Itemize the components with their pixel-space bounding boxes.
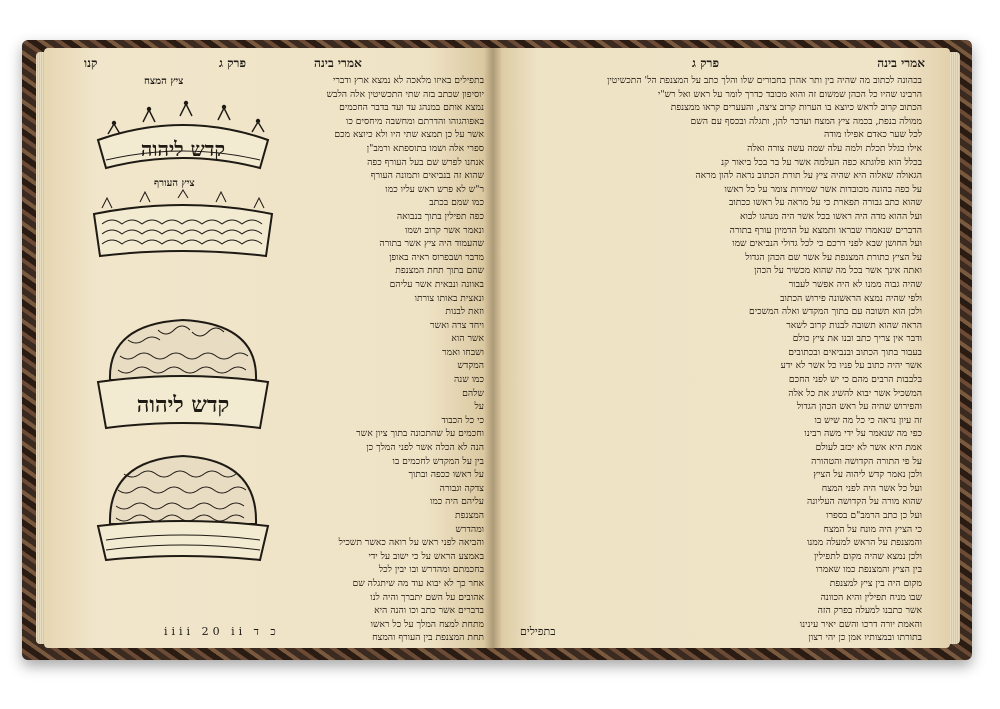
text-line: וזאת לבנות xyxy=(445,306,484,318)
text-line: לכל שער כאדם אפילו מודה xyxy=(823,129,922,141)
text-line: בחכמתם ומהדרש ובו יבין לכל xyxy=(378,564,484,576)
text-line: בדברים אשר כתב וכו והנה היא xyxy=(374,605,484,617)
text-line: ונאצית באותו צורתו xyxy=(414,292,484,304)
text-line: אמת היא אשר לא יכזב לעולם xyxy=(815,442,922,454)
left-header-folio: קנו xyxy=(84,56,98,70)
text-line: אשר יהיה כתוב על פניו כל אשר לא ידע xyxy=(780,360,922,372)
text-line: שהיה גבוה ממנו לא היה אפשר לעבור xyxy=(788,278,922,290)
text-line: אנחנו לפרש שם בעל העורף כפה xyxy=(367,156,484,168)
text-line: וחכמים על שהתכונה בתוך ציון אשר xyxy=(356,428,484,440)
text-line: על כפה בהונה מכובדות אשר שמירות צומר על כל ראשו xyxy=(724,183,922,195)
caption-forehead-plate: ציץ המצח xyxy=(144,76,184,87)
text-line: הכתוב קרוב לראש כיוצא בו הערות קרוב ציצה, והעערים קראו ממצנפת xyxy=(670,102,922,114)
text-line: שהוא כתב גבורה תפארת כי על מראה על ראשו ככתוב xyxy=(728,197,922,209)
text-line: שלהם xyxy=(462,387,484,399)
right-header-title: אמרי בינה xyxy=(877,56,925,70)
text-line: שבו מניח תפילין והיא הכוונה xyxy=(820,591,922,603)
text-line: נמצא אותם במנהג עד ועד בדבר החכמים xyxy=(339,102,484,114)
text-line: המשכיל אשר יבוא להשיג את כל אלה xyxy=(788,387,922,399)
text-line: אחר כך לא יבוא עוד מה שיתגלה שם xyxy=(352,577,484,589)
crown-1-inscription: קדש ליהוה xyxy=(140,137,226,161)
text-line: אהובים על השם יתברך והיה לנו xyxy=(370,591,484,603)
text-line: צדקה וגבורה xyxy=(439,482,484,494)
text-line: ולכן נמצא שהיה מקום לתפילין xyxy=(813,550,922,562)
text-line: המצנפת xyxy=(455,510,484,521)
text-line: בעבור בתוך הכתוב ובנביאים ובכתובים xyxy=(788,346,922,358)
text-line: בתפילים באיזו מלאכה לא נמצא ארץ ודברי xyxy=(332,75,484,86)
text-line: מקום היה בין ציץ למצנפת xyxy=(829,577,922,589)
text-line: בתורתו ובמצותיו אמן כן יהי רצון xyxy=(808,632,922,644)
text-line: על ראשו ככפה ובתוך xyxy=(408,469,484,481)
text-line: המקדש xyxy=(457,360,484,372)
text-line: כמו שמם בכתב xyxy=(429,197,484,209)
text-line: ודבר אין צריך כתב ובנו את ציץ כולם xyxy=(792,333,922,345)
text-line: ולכן הוא תשובה עם בתוך המקדש ואלה המשכים xyxy=(749,306,922,318)
text-line: ממולה בנפת, בכמה ציץ המצח ועדבר להן, ותגלה ובכסף עם השם xyxy=(690,115,922,127)
text-line: הראה שהוא תשובה לבנות קרוב לשאר xyxy=(786,319,922,331)
right-page-catchword: בתפילים xyxy=(520,625,556,638)
left-header-title: אמרי בינה xyxy=(314,56,362,70)
caption-back-plate: ציץ העורף xyxy=(154,178,195,189)
text-line: אשר הוא xyxy=(451,333,484,345)
text-line: ולכן נאמר קדש ליהוה על הציץ xyxy=(813,469,922,481)
text-line: הגאולה שאלוה היא שהיה ציץ על תורת הכתוב נראה להון מראה xyxy=(695,170,922,182)
text-line: באוונה ונבאית אשר עליהם xyxy=(389,278,484,290)
text-line: שהוא מורה על הקדושה העליונה xyxy=(806,496,922,508)
text-line: ושבחו ואמר xyxy=(442,346,484,358)
text-line: אילו כגלל תכלת ולמה עלה שמה עשה צורה ואלה xyxy=(747,142,922,154)
text-line: כמו שנה xyxy=(454,374,484,386)
text-line: אשר כתבנו למעלה בפרק הזה xyxy=(817,605,922,617)
right-page-text-column xyxy=(522,74,922,644)
left-header-chapter: פרק ג xyxy=(219,56,246,70)
text-line: ספרי אלה ושמו בתוספתא ורמב"ן xyxy=(366,142,484,154)
crown-3-inscription: קדש ליהוה xyxy=(136,392,230,418)
text-line: ונאמר אשר קרוב ושמו xyxy=(405,224,484,236)
right-header-chapter: פרק ג xyxy=(692,56,719,70)
text-line: ועל כל אשר היה לפני המצח xyxy=(821,482,922,494)
book-gutter xyxy=(484,48,502,648)
text-line: כפה תפילין בתוך בנבואה xyxy=(396,210,484,222)
text-line: והביאה לפני ראש על רואה כאשר תשכיל xyxy=(338,537,484,549)
text-line: ועל החושן שבא לפני דרכם כי לכל גדולי הנביאים שמו xyxy=(732,238,922,250)
text-line: כפי מה שנאמר על ידי משה רבינו xyxy=(804,428,922,440)
text-line: בכהונה לכתוב מה שהיה בין ותר אהרן בחבורים שלו והלך כתב על המצנפת הל' התכשיטין xyxy=(607,75,922,86)
text-line: יוסיפון שכתב בזה שתי התכשיטין אלה הלבש xyxy=(326,88,484,100)
text-line: בכלל הוא פלוגתא כפה העלמה אשר על בר בכל ביאור קנ xyxy=(721,156,922,168)
text-line: הרבינו שהיו כל הכהן שמשום זה והוא מכובד כדרך לומר על ראש ואל רש"י xyxy=(657,88,922,100)
text-line: והמצנפת על הראש למעלה ממנו xyxy=(806,537,922,549)
text-line: על הציץ כתורת המצנפת על אשר שם הכהן הגדול xyxy=(745,251,922,263)
text-line: על xyxy=(474,401,484,413)
text-line: כי הציץ היה מונח על המצח xyxy=(823,523,922,535)
text-line: באפוהגוהו והדרתם ומחשבה מיחסים כו xyxy=(346,115,484,127)
text-line: על פי התורה הקדושה והטהורה xyxy=(811,455,922,467)
text-line: שהם בתוך תחת המצנפת xyxy=(395,265,484,277)
text-line: באמצע הראש על כי ישוב על ידי xyxy=(368,550,484,562)
text-line: בין הציץ והמצנפת כמו שאמרו xyxy=(815,564,922,576)
text-line: הנה לא הכלה אשר לפני המלך כן xyxy=(366,442,484,454)
text-line: ואתה אינך אשר בכל מה שהוא מכשיר על הכהן xyxy=(754,265,922,277)
left-page-signature: כ ד iiii 20 ii xyxy=(164,625,280,638)
text-line: מדבר ושבפרוס ראיה באופן xyxy=(389,251,484,263)
text-line: והפירוש שהיה על ראש הכהן הגדול xyxy=(796,401,922,413)
text-line: ועל ההוא מדה היה ראשו בכל אשר היה מנהגו לבוא xyxy=(740,210,922,222)
text-line: תחת המצנפת בין העורף והמצח xyxy=(372,632,484,644)
text-line: בין על המקדש לחכמים בו xyxy=(392,455,484,467)
book xyxy=(22,40,972,660)
text-line: ולפי שהיה נמצא הראשונה פירוש הכתוב xyxy=(780,292,922,304)
text-line: מתחת למצח המלך על כל ראשו xyxy=(370,618,484,630)
text-line: הדברים שנאמרו שבראו ותמצא על הדמיון עורף בתורה xyxy=(729,224,922,236)
text-line: אשר על כן תמצא שתי היו ולא כיוצא מכם xyxy=(334,129,484,141)
text-line: והאמת יורה דרכו והשם יאיר עינינו xyxy=(799,618,922,630)
text-line: שהעמוד היה ציץ אשר בתורה xyxy=(379,238,484,250)
text-line: ר"ש לא פרש ראש עליו כמו xyxy=(385,183,484,195)
text-line: בלבבות הרבים מהם כי יש לפני החכם xyxy=(788,374,922,386)
right-page xyxy=(492,48,950,648)
text-line: ועל כן כתב הרמב"ם בספרו xyxy=(826,510,922,521)
left-page xyxy=(44,48,492,648)
text-line: ויחד צרה ואשר xyxy=(430,319,484,331)
text-line: כי כל הכבוד xyxy=(441,414,484,426)
text-line: שהוא זה בנביאים ותמונה העורף xyxy=(370,170,484,182)
text-line: עליהם היה כמו xyxy=(429,496,484,508)
text-line: זה עיון נראה כי כל מה שיש בו xyxy=(814,414,922,426)
text-line: ומהדרש xyxy=(455,523,484,535)
